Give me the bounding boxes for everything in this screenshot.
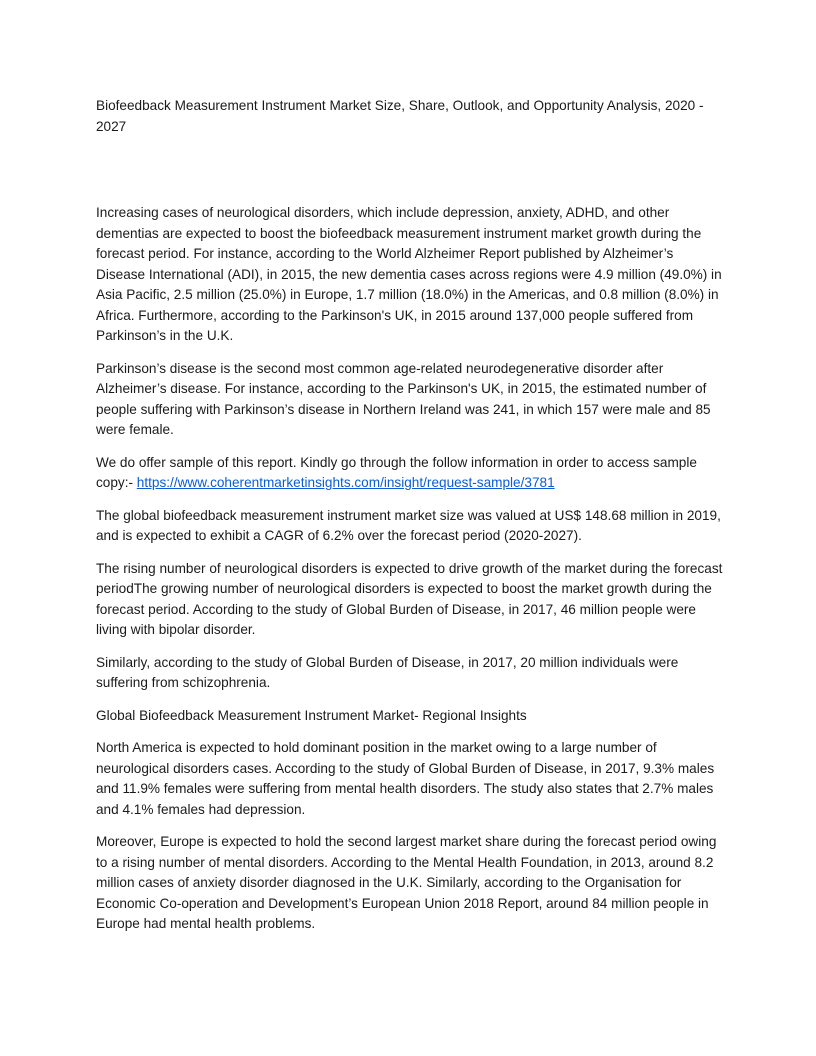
paragraph-north-america: North America is expected to hold dominant position in the market owing to a large number of neurological disorders cases. According to the study of Global Burden of Disease, in 2017, 9.3% males and 11.9% females were suffering from mental health disorders. The study also states that 2.7% males and 4.1% females had depression. xyxy=(96,740,715,817)
document-body xyxy=(96,96,724,947)
document-title: Biofeedback Measurement Instrument Market Size, Share, Outlook, and Opportunity Analysis, 2020 - 2027 xyxy=(96,98,704,134)
paragraph-sample-request xyxy=(96,453,724,494)
paragraph-schizophrenia: Similarly, according to the study of Global Burden of Disease, in 2017, 20 million individuals were suffering from schizophrenia. xyxy=(96,654,679,690)
sample-request-link[interactable]: https://www.coherentmarketinsights.com/insight/request-sample/3781 xyxy=(136,475,555,490)
paragraph-market-size: The global biofeedback measurement instrument market size was valued at US$ 148.68 million in 2019, and is expected to exhibit a CAGR of 6.2% over the forecast period (2020-2027). xyxy=(96,507,721,543)
sample-intro-text: We do offer sample of this report. Kindly go through the follow information in order to access sample copy:- xyxy=(96,454,697,490)
paragraph-europe: Moreover, Europe is expected to hold the second largest market share during the forecast period owing to a rising number of mental disorders. According to the Mental Health Foundation, in 2013, around 8.2 million cases of anxiety disorder diagnosed in the U.K. Similarly, according to the Organisation for Economic Co-operation and Development’s European Union 2018 Report, around 84 million people in Europe had mental health problems. xyxy=(96,834,717,931)
paragraph-neurological-disorders: Increasing cases of neurological disorders, which include depression, anxiety, ADHD, and other dementias are expected to boost the biofeedback measurement instrument market growth during the forecast period. For instance, according to the World Alzheimer Report published by Alzheimer’s Disease International (ADI), in 2015, the new dementia cases across regions were 4.9 million (49.0%) in Asia Pacific, 2.5 million (25.0%) in Europe, 1.7 million (18.0%) in the Americas, and 0.8 million (8.0%) in Africa. Furthermore, according to the Parkinson's UK, in 2015 around 137,000 people suffered from Parkinson’s in the U.K. xyxy=(96,205,722,343)
paragraph-rising-disorders: The rising number of neurological disorders is expected to drive growth of the market during the forecast periodThe growing number of neurological disorders is expected to boost the market growth during the forecast period. According to the study of Global Burden of Disease, in 2017, 46 million people were living with bipolar disorder. xyxy=(96,560,723,637)
section-heading-regional-insights: Global Biofeedback Measurement Instrument Market- Regional Insights xyxy=(96,707,527,723)
paragraph-parkinsons: Parkinson’s disease is the second most common age-related neurodegenerative disorder after Alzheimer’s disease. For instance, according to the Parkinson's UK, in 2015, the estimated number of people suffering with Parkinson’s disease in Northern Ireland was 241, in which 157 were male and 85 were female. xyxy=(96,360,711,437)
